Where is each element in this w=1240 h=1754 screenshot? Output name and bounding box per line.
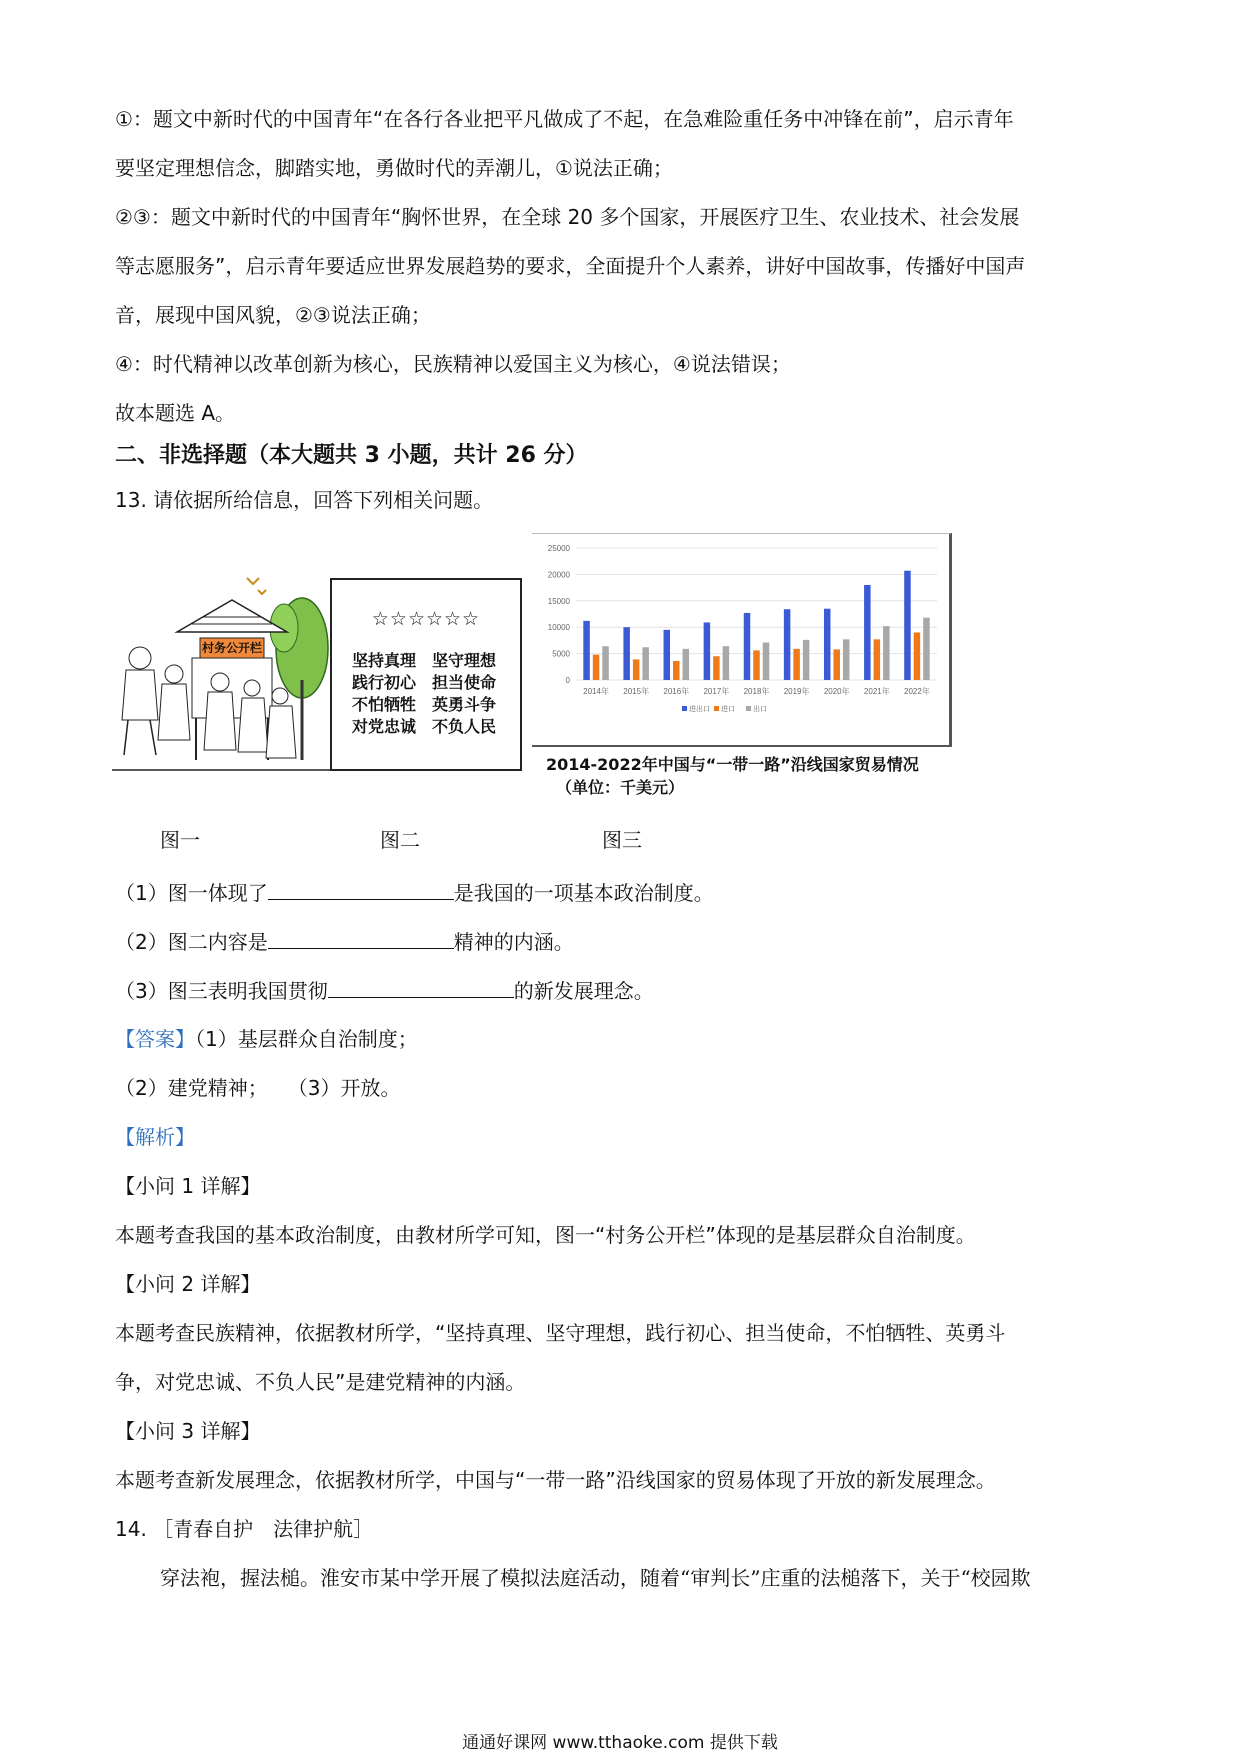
- sub-question-2: [115, 926, 574, 957]
- sub-question-3-prefix: （3）图三表明我国贯彻: [115, 979, 328, 1003]
- bar-import: [914, 632, 921, 680]
- bar-export: [642, 647, 649, 680]
- question-13-stem: 13. 请依据所给信息，回答下列相关问题。: [115, 488, 494, 512]
- spirit-line-1: 坚持真理 坚守理想: [352, 651, 497, 670]
- bar-export: [923, 618, 930, 680]
- spirit-line-2: 践行初心 担当使命: [352, 673, 497, 692]
- detail-2-title: 【小问 2 详解】: [115, 1272, 261, 1296]
- sub-question-2-suffix: 精神的内涵。: [453, 930, 574, 954]
- analysis-conclusion: 故本题选 A。: [115, 401, 236, 425]
- bar-import: [633, 659, 640, 680]
- stars-row: ☆☆☆☆☆☆: [371, 608, 481, 630]
- detail-2-text-a: 本题考查民族精神，依据教材所学，“坚持真理、坚守理想，践行初心、担当使命，不怕牺牲、英勇斗: [115, 1321, 1006, 1345]
- section-heading: 二、非选择题（本大题共 3 小题，共计 26 分）: [115, 443, 588, 468]
- bar-import: [874, 639, 881, 680]
- bar-import: [753, 650, 760, 680]
- bar-total: [664, 630, 671, 680]
- x-tick-label: 2018年: [743, 687, 770, 696]
- bar-export: [602, 646, 609, 680]
- legend-label: 出口: [753, 705, 767, 713]
- figure-2-box: [330, 578, 522, 771]
- answer-blank-1[interactable]: [268, 877, 454, 900]
- village-board-sign: 村务公开栏: [202, 641, 262, 655]
- sub-question-1: [115, 877, 714, 908]
- detail-3-text: 本题考查新发展理念，依据教材所学，中国与“一带一路”沿线国家的贸易体现了开放的新发展理念。: [115, 1468, 996, 1492]
- legend-label: 进出口: [689, 705, 710, 713]
- detail-1-title: 【小问 1 详解】: [115, 1174, 261, 1198]
- trade-bar-chart: [532, 534, 949, 745]
- x-tick-label: 2021年: [863, 687, 890, 696]
- analysis-tag: 【解析】: [115, 1125, 195, 1149]
- bar-total: [583, 621, 590, 680]
- y-tick-label: 10000: [547, 623, 570, 633]
- analysis-para-2a: ②③：题文中新时代的中国青年“胸怀世界，在全球 20 多个国家，开展医疗卫生、农业技术、社会发展: [115, 205, 1020, 229]
- sub-question-3-suffix: 的新发展理念。: [513, 979, 654, 1003]
- detail-3-title: 【小问 3 详解】: [115, 1419, 261, 1443]
- bar-import: [593, 655, 600, 680]
- answer-blank-3[interactable]: [328, 975, 514, 998]
- analysis-para-1a: ①：题文中新时代的中国青年“在各行各业把平凡做成了不起，在急难险重任务中冲锋在前”，启示青年: [115, 107, 1014, 131]
- bar-export: [883, 626, 890, 680]
- bar-total: [904, 571, 911, 680]
- answer-line-2: （2）建党精神； （3）开放。: [115, 1076, 401, 1100]
- spirit-line-4: 对党忠诚 不负人民: [352, 717, 497, 736]
- bar-export: [803, 640, 810, 680]
- answer-tag: 【答案】: [115, 1027, 195, 1051]
- legend-label: 进口: [721, 705, 735, 713]
- y-tick-label: 0: [565, 676, 570, 685]
- bar-import: [713, 656, 720, 680]
- sub-question-3: [115, 975, 654, 1006]
- legend-swatch: [682, 706, 687, 711]
- page-footer: 通通好课网 www.tthaoke.com 提供下载: [462, 1733, 778, 1753]
- sub-question-1-prefix: （1）图一体现了: [115, 881, 268, 905]
- bar-export: [843, 639, 850, 680]
- chart-unit: （单位：千美元）: [556, 778, 685, 797]
- bar-total: [744, 613, 751, 680]
- question-14-stem: 14. ［青春自护 法律护航］: [115, 1517, 374, 1541]
- x-tick-label: 2020年: [823, 687, 850, 696]
- y-tick-label: 25000: [547, 544, 570, 553]
- answer-line-1: [115, 1024, 418, 1054]
- bar-total: [704, 622, 711, 680]
- x-tick-label: 2022年: [904, 687, 930, 696]
- bar-export: [723, 646, 730, 680]
- answer-blank-2[interactable]: [268, 926, 454, 949]
- analysis-para-1b: 要坚定理想信念，脚踏实地，勇做时代的弄潮儿，①说法正确；: [115, 156, 673, 180]
- bar-total: [824, 609, 831, 680]
- detail-2-text-b: 争，对党忠诚、不负人民”是建党精神的内涵。: [115, 1370, 526, 1394]
- y-tick-label: 20000: [547, 570, 570, 580]
- bar-import: [793, 649, 800, 680]
- x-tick-label: 2014年: [583, 687, 609, 696]
- legend-swatch: [746, 706, 751, 711]
- x-tick-label: 2019年: [783, 687, 810, 696]
- bar-total: [623, 627, 630, 680]
- analysis-para-2b: 等志愿服务”，启示青年要适应世界发展趋势的要求，全面提升个人素养，讲好中国故事，传播好中国声: [115, 254, 1026, 278]
- chart-caption: 2014-2022年中国与“一带一路”沿线国家贸易情况: [546, 755, 919, 774]
- figure-label-3: 图三: [602, 828, 642, 852]
- question-14-text: 穿法袍，握法槌。淮安市某中学开展了模拟法庭活动，随着“审判长”庄重的法槌落下，关于“校园欺: [160, 1566, 1031, 1590]
- answer-1-text: （1）基层群众自治制度；: [195, 1027, 418, 1051]
- x-tick-label: 2017年: [703, 687, 730, 696]
- y-tick-label: 5000: [552, 649, 570, 659]
- bar-export: [763, 643, 770, 680]
- bar-total: [864, 585, 871, 680]
- spirit-line-3: 不怕牺牲 英勇斗争: [352, 695, 497, 714]
- analysis-para-3: ④：时代精神以改革创新为核心，民族精神以爱国主义为核心，④说法错误；: [115, 352, 791, 376]
- legend-swatch: [714, 706, 719, 711]
- analysis-para-2c: 音，展现中国风貌，②③说法正确；: [115, 303, 431, 327]
- bar-import: [833, 649, 840, 680]
- village-board-drawing: [112, 570, 330, 775]
- detail-1-text: 本题考查我国的基本政治制度，由教材所学可知，图一“村务公开栏”体现的是基层群众自治制度。: [115, 1223, 976, 1247]
- figure-label-1: 图一: [160, 828, 200, 852]
- bar-total: [784, 609, 791, 680]
- y-tick-label: 15000: [547, 596, 570, 606]
- x-tick-label: 2015年: [623, 687, 650, 696]
- sub-question-2-prefix: （2）图二内容是: [115, 930, 268, 954]
- sub-question-1-suffix: 是我国的一项基本政治制度。: [453, 881, 714, 905]
- figure-1-illustration: [112, 570, 330, 775]
- figure-label-2: 图二: [380, 828, 420, 852]
- bar-import: [673, 661, 680, 680]
- x-tick-label: 2016年: [663, 687, 690, 696]
- bar-export: [683, 649, 690, 680]
- figure-3-chart: [532, 533, 952, 747]
